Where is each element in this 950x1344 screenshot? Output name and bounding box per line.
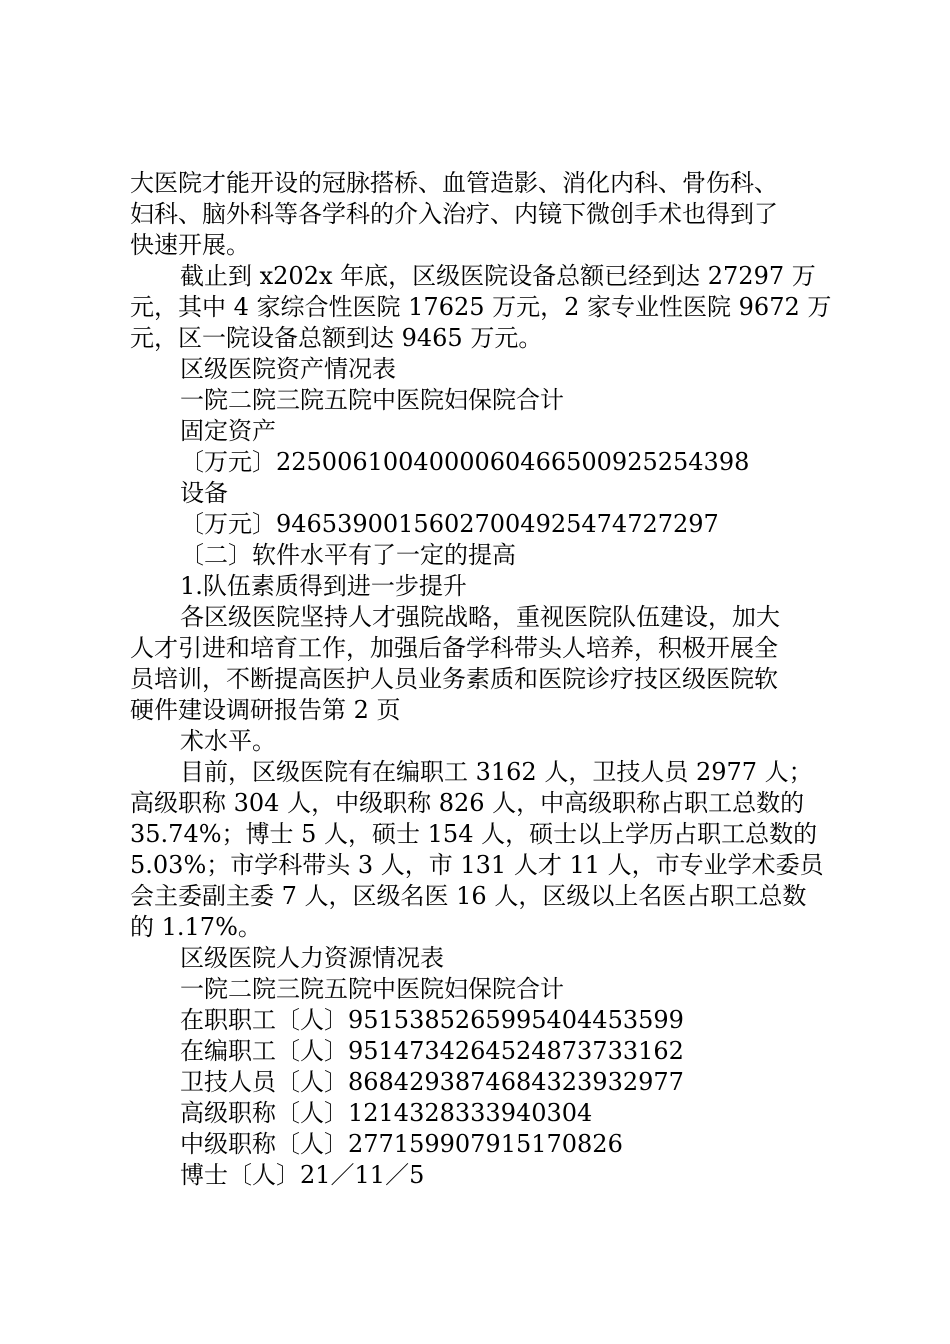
text-line: 硬件建设调研报告第 2 页 bbox=[130, 696, 401, 724]
text-line: 区级医院人力资源情况表 bbox=[180, 944, 444, 972]
text-line: 设备 bbox=[180, 479, 228, 507]
text-line: 元，其中 4 家综合性医院 17625 万元，2 家专业性医院 9672 万 bbox=[130, 293, 832, 321]
text-line: 的 1.17%。 bbox=[130, 913, 262, 941]
text-line: 大医院才能开设的冠脉搭桥、血管造影、消化内科、骨伤科、 bbox=[130, 169, 778, 197]
text-line: 各区级医院坚持人才强院战略，重视医院队伍建设，加大 bbox=[180, 603, 780, 631]
text-line: 博士〔人〕21／11／5 bbox=[180, 1161, 425, 1189]
text-line: 截止到 x202x 年底，区级医院设备总额已经到达 27297 万 bbox=[180, 262, 816, 290]
text-line: 一院二院三院五院中医院妇保院合计 bbox=[180, 975, 564, 1003]
text-line: 高级职称 304 人，中级职称 826 人，中高级职称占职工总数的 bbox=[130, 789, 805, 817]
document-body bbox=[130, 168, 830, 1191]
text-line: 35.74%；博士 5 人，硕士 154 人，硕士以上学历占职工总数的 bbox=[130, 820, 818, 848]
text-line: 5.03%；市学科带头 3 人，市 131 人才 11 人，市专业学术委员 bbox=[130, 851, 824, 879]
text-line: 区级医院资产情况表 bbox=[180, 355, 396, 383]
text-line: 〔万元〕2250061004000060466500925254398 bbox=[180, 448, 750, 476]
text-line: 元，区一院设备总额到达 9465 万元。 bbox=[130, 324, 543, 352]
text-line: 在编职工〔人〕9514734264524873733162 bbox=[180, 1037, 684, 1065]
text-line: 人才引进和培育工作，加强后备学科带头人培养，积极开展全 bbox=[130, 634, 778, 662]
text-line: 1.队伍素质得到进一步提升 bbox=[180, 572, 467, 600]
text-line: 固定资产 bbox=[180, 417, 276, 445]
text-line: 术水平。 bbox=[180, 727, 276, 755]
text-line: 高级职称〔人〕1214328333940304 bbox=[180, 1099, 593, 1127]
text-line: 卫技人员〔人〕8684293874684323932977 bbox=[180, 1068, 684, 1096]
text-line: 会主委副主委 7 人，区级名医 16 人，区级以上名医占职工总数 bbox=[130, 882, 807, 910]
text-line: 〔二〕软件水平有了一定的提高 bbox=[180, 541, 516, 569]
text-line: 员培训，不断提高医护人员业务素质和医院诊疗技区级医院软 bbox=[130, 665, 778, 693]
text-line: 〔万元〕94653900156027004925474727297 bbox=[180, 510, 719, 538]
text-line: 妇科、脑外科等各学科的介入治疗、内镜下微创手术也得到了 bbox=[130, 200, 778, 228]
text-line: 在职职工〔人〕9515385265995404453599 bbox=[180, 1006, 684, 1034]
text-line: 目前，区级医院有在编职工 3162 人，卫技人员 2977 人； bbox=[180, 758, 813, 786]
text-line: 中级职称〔人〕277159907915170826 bbox=[180, 1130, 623, 1158]
text-line: 一院二院三院五院中医院妇保院合计 bbox=[180, 386, 564, 414]
text-line: 快速开展。 bbox=[130, 231, 250, 259]
